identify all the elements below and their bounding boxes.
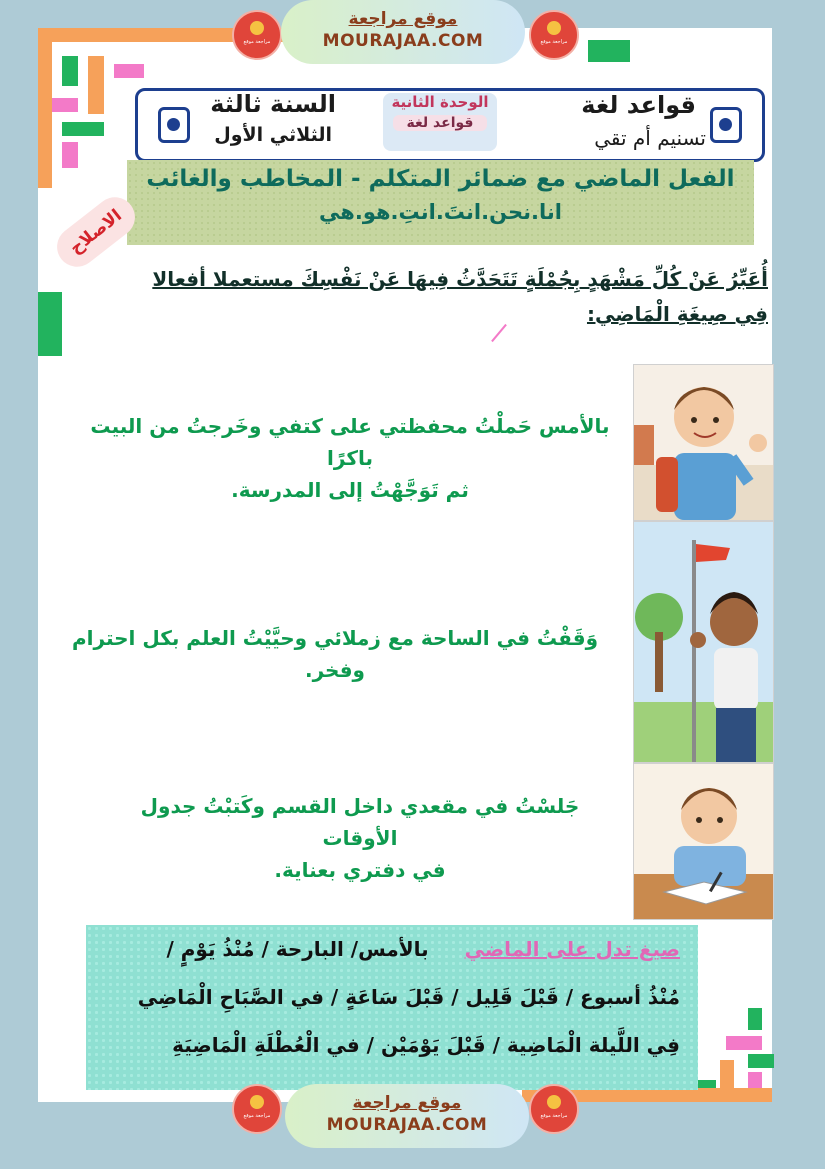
time-expressions-first: بالأمس/ البارحة / مُنْذُ يَوْمٍ / bbox=[166, 937, 429, 961]
sentence-3 bbox=[100, 790, 620, 886]
decor-orange-bar-left bbox=[38, 28, 52, 188]
decor-green-side-bar bbox=[38, 292, 62, 356]
sentence-3-line-1: جَلسْتُ في مقعدي داخل القسم وكَتبْتُ جدول الأوقات bbox=[140, 794, 580, 850]
school-year: السنة ثالثة bbox=[210, 90, 336, 118]
subject-title: قواعد لغة bbox=[581, 91, 696, 119]
binder-ring-icon bbox=[158, 107, 190, 143]
boy-waving-illustration bbox=[634, 365, 773, 520]
decor-orange-square bbox=[88, 56, 104, 114]
site-logo-left-bottom: مراجعة موقع bbox=[232, 1084, 282, 1134]
boy-flag-illustration bbox=[634, 522, 773, 762]
sentence-1-line-2: ثم تَوَجَّهْتُ إلى المدرسة. bbox=[231, 478, 469, 502]
past-time-expressions-box bbox=[86, 925, 698, 1090]
decor-pink-bottom-1 bbox=[726, 1036, 762, 1050]
lesson-pronouns: انا.نحن.انتَ.انتِ.هو.هي bbox=[319, 200, 562, 224]
site-domain[interactable]: MOURAJAA.COM bbox=[322, 31, 484, 51]
decor-green-bottom-2 bbox=[748, 1054, 774, 1068]
decor-orange-bottom bbox=[720, 1060, 734, 1088]
time-expressions-line-1 bbox=[166, 937, 680, 961]
site-name-ar-bottom: موقع مراجعة bbox=[352, 1093, 462, 1113]
sentence-1-line-1: بالأمس حَملْتُ محفظتي على كتفي وخَرجتُ من البيت باكرًا bbox=[90, 414, 610, 470]
school-term: الثلاثي الأول bbox=[214, 124, 332, 146]
scene-boy-flag bbox=[633, 521, 774, 763]
lesson-title-band bbox=[127, 160, 754, 245]
binder-ring-icon bbox=[710, 107, 742, 143]
unit-title: الوحدة الثانية bbox=[391, 93, 489, 111]
decor-pink-square bbox=[114, 64, 144, 78]
decor-green-bottom-1 bbox=[748, 1008, 762, 1030]
sentence-3-line-2: في دفتري بعناية. bbox=[274, 858, 446, 882]
boy-writing-illustration bbox=[634, 764, 773, 919]
decor-pink-square-2 bbox=[52, 98, 78, 112]
site-logo-right-bottom: مراجعة موقع bbox=[529, 1084, 579, 1134]
sentence-1 bbox=[70, 410, 630, 506]
time-expressions-label: صيغ تدل على الماضي bbox=[464, 937, 680, 961]
scene-boy-writing bbox=[633, 763, 774, 920]
teacher-name: تسنيم أم تقي bbox=[594, 126, 706, 150]
site-name-ar: موقع مراجعة bbox=[348, 9, 458, 29]
site-logo-right: مراجعة موقع bbox=[529, 10, 579, 60]
decor-pink-square-3 bbox=[62, 142, 78, 168]
time-expressions-line-3: فِي اللَّيلة الْمَاضِية / قَبْلَ يَوْمَيْن / في الْعُطْلَةِ الْمَاضِيَةِ bbox=[172, 1033, 680, 1057]
site-badge-bottom[interactable] bbox=[285, 1084, 529, 1148]
decor-green-top-right bbox=[588, 40, 630, 62]
unit-subtitle: قواعد لغة bbox=[393, 115, 487, 131]
decor-green-square bbox=[62, 56, 78, 86]
lesson-title: الفعل الماضي مع ضمائر المتكلم - المخاطب والغائب bbox=[146, 166, 735, 192]
exercise-instruction: أُعَبِّرُ عَنْ كُلِّ مَشْهَدٍ بِجُمْلَةٍ تَتَحَدَّثُ فِيهَا عَنْ نَفْسِكَ مستعملا أفعالا فِي صِيغَةِ الْمَاضِي: bbox=[152, 267, 768, 326]
site-logo-left: مراجعة موقع bbox=[232, 10, 282, 60]
scene-boy-school-bag bbox=[633, 364, 774, 521]
time-expressions-line-2: مُنْذُ أسبوع / قَبْلَ قَلِيل / قَبْلَ سَاعَةٍ / في الصَّبَاحِ الْمَاضِي bbox=[137, 985, 680, 1009]
site-domain-bottom[interactable]: MOURAJAA.COM bbox=[326, 1115, 488, 1135]
unit-label bbox=[383, 93, 497, 151]
correction-stamp: الاصلاح bbox=[49, 189, 143, 275]
sentence-2 bbox=[40, 622, 630, 686]
decor-green-bar bbox=[62, 122, 104, 136]
site-badge-top[interactable] bbox=[281, 0, 525, 64]
sentence-2-line-1: وَقَفْتُ في الساحة مع زملائي وحيَّيْتُ العلم بكل احترام وفخر. bbox=[72, 626, 598, 682]
